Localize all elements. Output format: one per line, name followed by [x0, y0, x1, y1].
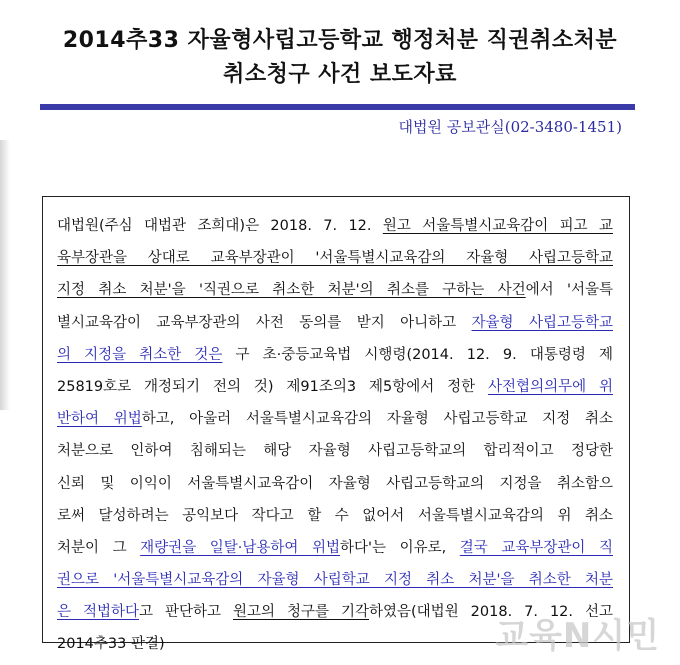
text-line — [57, 274, 613, 306]
highlighted-text: 반하여 위법 — [57, 411, 142, 428]
text-span: 25819호로 개정되기 전의 것) 제91조의3 제5항에서 정한 — [57, 378, 489, 395]
text-line — [57, 435, 613, 467]
underlined-text: 교육부장관이 '서울특별시교육감의 자율형 사립고등학교 — [210, 250, 613, 267]
text-line — [57, 307, 613, 339]
text-span: 처분이 그 — [57, 539, 141, 556]
text-span: 하고, 아울러 서울특별시교육감의 자율형 사립고등학교 지정 취소 — [141, 411, 613, 428]
highlighted-text: 은 적법하다 — [57, 604, 140, 621]
highlighted-text: 자율형 사립고등학교 — [471, 314, 613, 331]
text-span: 처분으로 인하여 침해되는 해당 자율형 사립고등학교의 합리적이고 정당한 — [57, 443, 613, 460]
text-span: 신뢰 및 이익이 서울특별시교육감이 자율형 사립고등학교의 지정을 취소함으 — [57, 475, 613, 492]
text-line — [57, 210, 613, 242]
text-span: 에서 '서울특 — [525, 282, 613, 299]
underlined-text: 육부장관을 상대로 — [57, 250, 211, 267]
page-edge-shadow — [0, 140, 10, 410]
text-line — [57, 403, 613, 435]
title-line-1: 2014추33 자율형사립고등학교 행정처분 직권취소처분 — [62, 28, 618, 53]
title-line-2: 취소청구 사건 보도자료 — [223, 62, 457, 87]
text-span: 대법원(주심 대법관 조희대)은 2018. 7. 12. — [57, 218, 383, 234]
title-block — [20, 24, 660, 92]
text-span: 구 초·중등교육법 시행령(2014. 12. 9. 대통령령 제 — [222, 346, 614, 363]
text-span: 하다'는 이유로, — [340, 539, 460, 556]
highlighted-text: 사전협의의무에 위 — [488, 378, 613, 395]
highlighted-text: 결국 교육부장관이 직 — [459, 539, 613, 556]
summary-text — [57, 210, 613, 661]
highlighted-text: 재량권을 일탈·남용하여 위법 — [140, 539, 341, 556]
text-line — [57, 371, 613, 403]
text-line — [57, 564, 613, 596]
text-line — [57, 339, 613, 371]
summary-box — [42, 196, 630, 653]
text-span: 로써 달성하려는 공익보다 작다고 할 수 없어서 서울특별시교육감의 위 취소 — [57, 507, 613, 524]
text-span: 별시교육감이 교육부장관의 사전 동의를 받지 아니하고 — [57, 314, 472, 331]
text-span: 고 판단하고 — [139, 604, 233, 621]
watermark-logo: 교육N시민 — [495, 616, 660, 656]
highlighted-text: 권으로 '서울특별시교육감의 자율형 사립학교 지정 취소 처분'을 취소한 처분 — [57, 572, 613, 589]
text-line — [57, 468, 613, 500]
text-span: 2014추33 판결) — [57, 636, 165, 653]
underlined-text: 원고의 청구를 기각 — [233, 604, 369, 621]
text-line — [57, 500, 613, 532]
text-line — [57, 532, 613, 564]
contact-info: 대법원 공보관실(02-3480-1451) — [398, 118, 622, 136]
underlined-text: 원고 서울특별시교육감이 피고 교 — [382, 218, 613, 234]
text-line — [57, 242, 613, 274]
text-span: 하였음(대법원 2018. 7. 12. 선고 — [369, 604, 613, 621]
underlined-text: 지정 취소 처분'을 '직권으로 취소한 처분'의 취소를 구하는 사건 — [57, 282, 526, 299]
highlighted-text: 의 지정을 취소한 것은 — [57, 346, 223, 363]
title-divider — [40, 104, 635, 110]
